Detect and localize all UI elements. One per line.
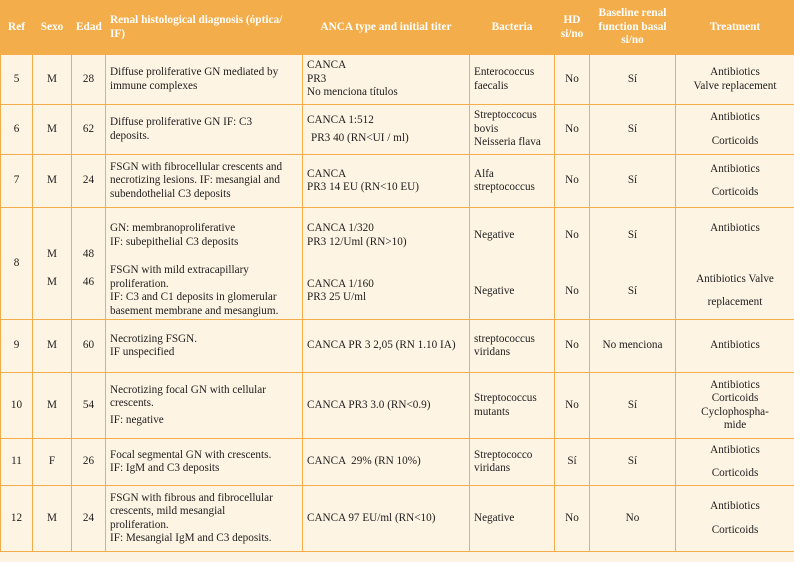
table-row: [1, 55, 794, 105]
cell-hd: No: [555, 105, 590, 155]
cell-edad: 24: [72, 155, 106, 208]
header-anca: ANCA type and initial titer: [303, 1, 470, 55]
cell-edad: 62: [72, 105, 106, 155]
cell-diagnosis: Diffuse proliferative GN IF: C3 deposits.: [106, 105, 303, 155]
cell-anca: CANCA 29% (RN 10%): [303, 439, 470, 486]
table-row: [1, 155, 794, 208]
cell-anca: CANCA 1/160 PR3 25 U/ml: [303, 264, 470, 320]
cell-anca: CANCA PR3 14 EU (RN<10 EU): [303, 155, 470, 208]
cell-baseline: Sí: [590, 105, 676, 155]
cell-ref: 9: [1, 320, 33, 373]
cell-anca: CANCA PR3 No menciona títulos: [303, 55, 470, 105]
cell-sexo: F: [33, 439, 72, 486]
cell-bacteria: Negative: [470, 264, 555, 320]
cell-diagnosis: FSGN with mild extracapillary proliferation. IF: C3 and C1 deposits in glomerular basement membrane and mesangium.: [106, 264, 303, 320]
cell-hd: No: [555, 320, 590, 373]
cell-sexo: M: [33, 208, 72, 264]
cell-diagnosis: GN: membranoproliferative IF: subepithelial C3 deposits: [106, 208, 303, 264]
table-row: [1, 439, 794, 486]
cell-anca: CANCA PR3 3.0 (RN<0.9): [303, 373, 470, 439]
cell-ref: 8: [1, 208, 33, 320]
header-hd: HD si/no: [555, 1, 590, 55]
cell-hd: No: [555, 264, 590, 320]
cell-ref: 12: [1, 486, 33, 552]
cell-diagnosis: FSGN with fibrocellular crescents and necrotizing lesions. IF: mesangial and subendothelial C3 deposits: [106, 155, 303, 208]
cell-treatment: Antibiotics Corticoids: [676, 439, 794, 486]
cell-edad: 54: [72, 373, 106, 439]
cell-baseline: Sí: [590, 208, 676, 264]
cell-treatment: Antibiotics Corticoids Cyclophospha- mide: [676, 373, 794, 439]
cell-bacteria: Streptococcus mutants: [470, 373, 555, 439]
cell-diagnosis: Diffuse proliferative GN mediated by immune complexes: [106, 55, 303, 105]
cell-treatment: Antibiotics Corticoids: [676, 486, 794, 552]
cell-treatment: Antibiotics: [676, 320, 794, 373]
cell-diagnosis: Necrotizing focal GN with cellular crescents. IF: negative: [106, 373, 303, 439]
cell-baseline: Sí: [590, 264, 676, 320]
cell-edad: 28: [72, 55, 106, 105]
table-row: [1, 373, 794, 439]
header-edad: Edad: [72, 1, 106, 55]
cell-edad: 60: [72, 320, 106, 373]
header-diagnosis: Renal histological diagnosis (óptica/ IF): [106, 1, 303, 55]
cell-bacteria: Streptococco viridans: [470, 439, 555, 486]
cell-anca: CANCA 1/320 PR3 12/Uml (RN>10): [303, 208, 470, 264]
cell-hd: No: [555, 208, 590, 264]
cell-baseline: Sí: [590, 55, 676, 105]
cell-ref: 10: [1, 373, 33, 439]
cell-bacteria: Streptoccocus bovis Neisseria flava: [470, 105, 555, 155]
cell-bacteria: Alfa streptococcus: [470, 155, 555, 208]
table-row: [1, 105, 794, 155]
cell-sexo: M: [33, 486, 72, 552]
cell-diagnosis: Necrotizing FSGN. IF unspecified: [106, 320, 303, 373]
cell-hd: No: [555, 55, 590, 105]
cell-treatment: Antibiotics Valve replacement: [676, 264, 794, 320]
cell-edad: 46: [72, 264, 106, 320]
cell-bacteria: Enterococcus faecalis: [470, 55, 555, 105]
cell-treatment: Antibiotics Corticoids: [676, 105, 794, 155]
cell-sexo: M: [33, 155, 72, 208]
cell-edad: 48: [72, 208, 106, 264]
cell-ref: 6: [1, 105, 33, 155]
cell-bacteria: Negative: [470, 486, 555, 552]
table-row: [1, 486, 794, 552]
cell-edad: 24: [72, 486, 106, 552]
cell-bacteria: Negative: [470, 208, 555, 264]
cell-baseline: No menciona: [590, 320, 676, 373]
table-row: [1, 320, 794, 373]
header-treatment: Treatment: [676, 1, 794, 55]
cell-edad: 26: [72, 439, 106, 486]
cell-baseline: Sí: [590, 439, 676, 486]
cell-hd: Sí: [555, 439, 590, 486]
cell-treatment: Antibiotics Valve replacement: [676, 55, 794, 105]
cell-baseline: Sí: [590, 373, 676, 439]
header-sexo: Sexo: [33, 1, 72, 55]
cell-hd: No: [555, 155, 590, 208]
cell-anca: CANCA PR 3 2,05 (RN 1.10 IA): [303, 320, 470, 373]
cell-baseline: No: [590, 486, 676, 552]
cell-hd: No: [555, 373, 590, 439]
cell-baseline: Sí: [590, 155, 676, 208]
cell-sexo: M: [33, 373, 72, 439]
cell-anca: CANCA 97 EU/ml (RN<10): [303, 486, 470, 552]
cell-diagnosis: Focal segmental GN with crescents. IF: IgM and C3 deposits: [106, 439, 303, 486]
cell-hd: No: [555, 486, 590, 552]
cell-ref: 5: [1, 55, 33, 105]
table-row: [1, 208, 794, 264]
table-row: [1, 264, 794, 320]
cell-sexo: M: [33, 264, 72, 320]
cell-diagnosis: FSGN with fibrous and fibrocellular crescents, mild mesangial proliferation. IF: Mesangial IgM and C3 deposits.: [106, 486, 303, 552]
cell-ref: 11: [1, 439, 33, 486]
header-row: [1, 1, 794, 55]
cell-sexo: M: [33, 105, 72, 155]
cell-sexo: M: [33, 55, 72, 105]
header-bacteria: Bacteria: [470, 1, 555, 55]
header-baseline: Baseline renal function basal si/no: [590, 1, 676, 55]
cell-anca: CANCA 1:512 PR3 40 (RN<UI / ml): [303, 105, 470, 155]
cell-ref: 7: [1, 155, 33, 208]
cell-treatment: Antibiotics Corticoids: [676, 155, 794, 208]
cell-treatment: Antibiotics: [676, 208, 794, 264]
cell-sexo: M: [33, 320, 72, 373]
cell-bacteria: streptococcus viridans: [470, 320, 555, 373]
header-ref: Ref: [1, 1, 33, 55]
